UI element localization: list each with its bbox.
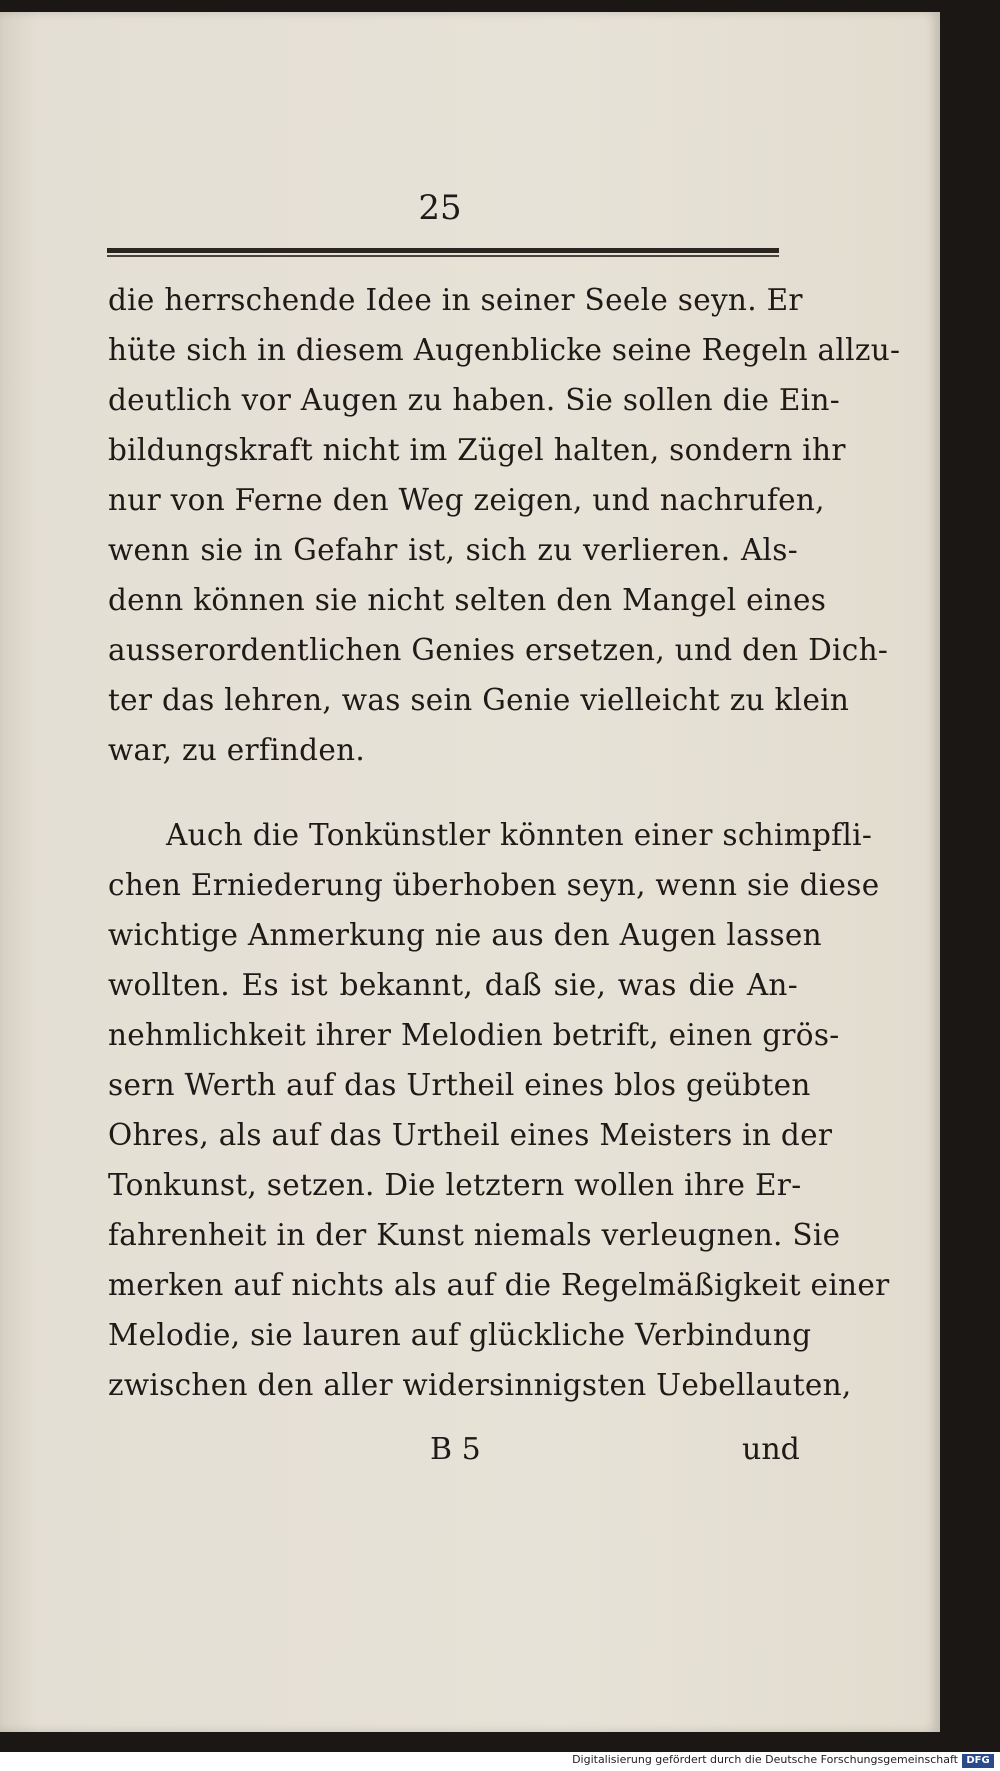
text-line: wenn sie in Gefahr ist, sich zu verlieren. Als- xyxy=(108,533,798,567)
text-line: zwischen den aller widersinnigsten Uebellauten, xyxy=(108,1368,852,1402)
text-line: ter das lehren, was sein Genie vielleicht zu klein xyxy=(108,683,850,717)
text-line: nehmlichkeit ihrer Melodien betrift, einen grös- xyxy=(108,1018,840,1052)
text-line: sern Werth auf das Urtheil eines blos geübten xyxy=(108,1068,811,1102)
text-line: Auch die Tonkünstler könnten einer schimpfli- xyxy=(166,818,873,852)
text-line: bildungskraft nicht im Zügel halten, sondern ihr xyxy=(108,433,846,467)
text-line: wollten. Es ist bekannt, daß sie, was die An- xyxy=(108,968,798,1002)
text-line: denn können sie nicht selten den Mangel eines xyxy=(108,583,827,617)
text-line: ausserordentlichen Genies ersetzen, und den Dich- xyxy=(108,633,889,667)
text-line: nur von Ferne den Weg zeigen, und nachrufen, xyxy=(108,483,825,517)
text-line: Ohres, als auf das Urtheil eines Meisters in der xyxy=(108,1118,833,1152)
text-line: wichtige Anmerkung nie aus den Augen lassen xyxy=(108,918,822,952)
text-line: deutlich vor Augen zu haben. Sie sollen die Ein- xyxy=(108,383,841,417)
dfg-logo: DFG xyxy=(962,1754,994,1768)
text-line: hüte sich in diesem Augenblicke seine Regeln allzu- xyxy=(108,333,901,367)
page-number: 25 xyxy=(418,188,462,228)
text-line: die herrschende Idee in seiner Seele seyn. Er xyxy=(108,283,803,317)
footer-credit: Digitalisierung gefördert durch die Deutsche Forschungsgemeinschaft xyxy=(572,1753,958,1766)
text-line: fahrenheit in der Kunst niemals verleugnen. Sie xyxy=(108,1218,841,1252)
text-line: Melodie, sie lauren auf glückliche Verbindung xyxy=(108,1318,812,1352)
text-line: Tonkunst, setzen. Die letztern wollen ihre Er- xyxy=(108,1168,802,1202)
text-line: chen Erniederung überhoben seyn, wenn sie diese xyxy=(108,868,880,902)
text-line: war, zu erfinden. xyxy=(108,733,366,767)
header-rule xyxy=(107,248,779,257)
signature-mark: B 5 xyxy=(430,1432,481,1467)
catchword: und xyxy=(742,1432,800,1467)
text-line: merken auf nichts als auf die Regelmäßigkeit einer xyxy=(108,1268,890,1302)
